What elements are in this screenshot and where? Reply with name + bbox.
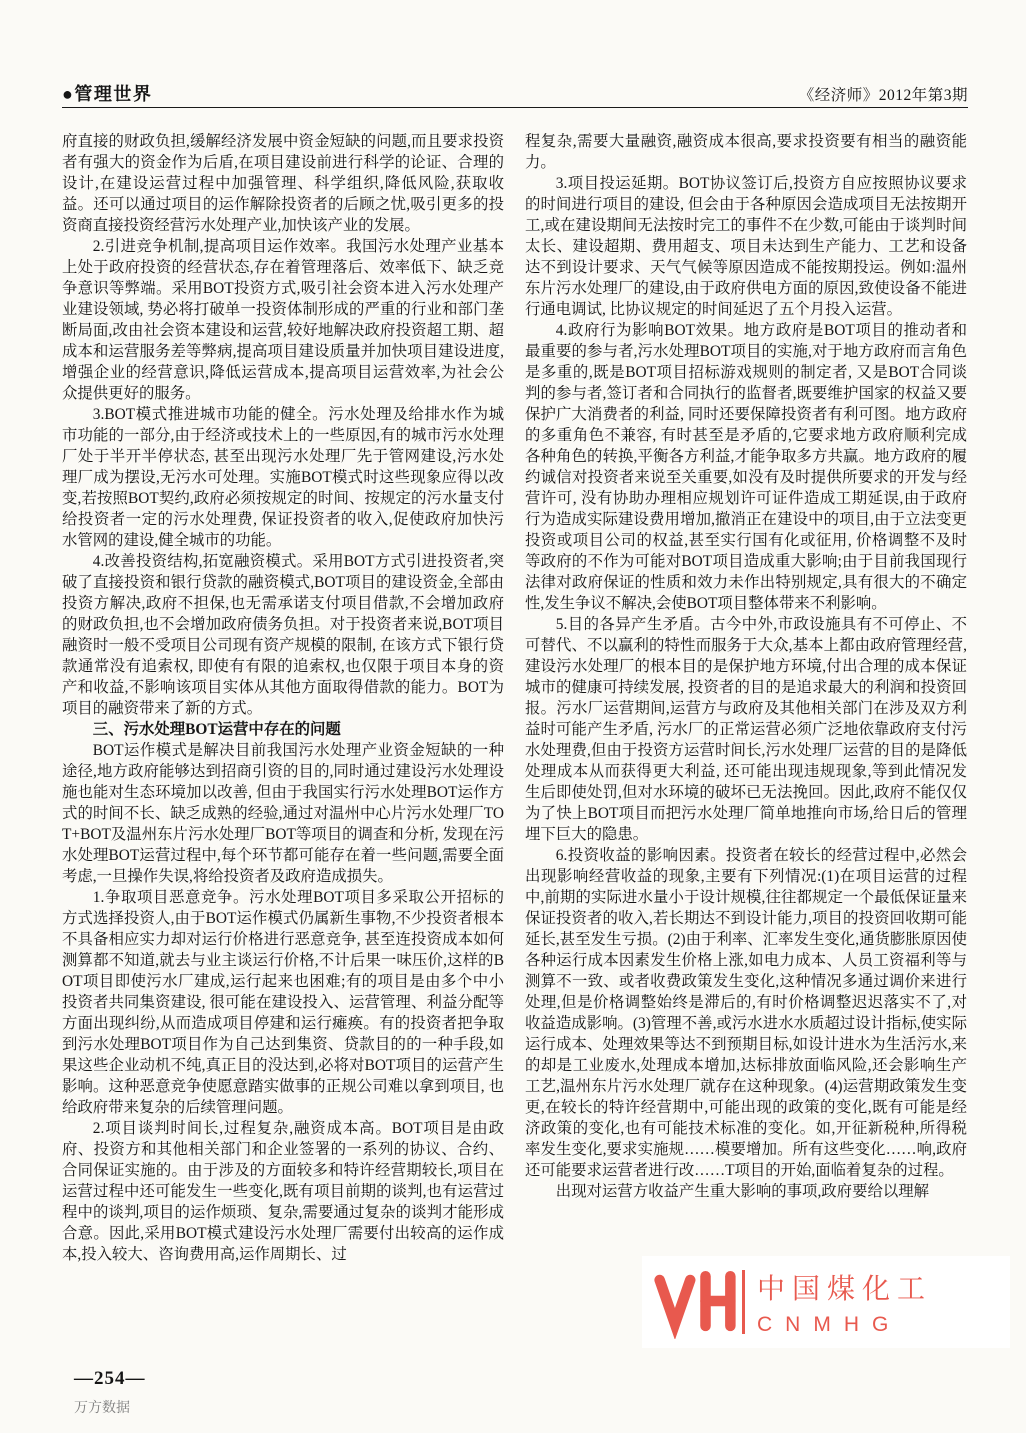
paragraph: 出现对运营方收益产生重大影响的事项,政府要给以理解	[555, 1183, 930, 1200]
header-divider	[62, 107, 968, 108]
brand-watermark	[642, 1256, 1010, 1348]
brand-divider	[742, 1270, 745, 1334]
paragraph: 府直接的财政负担,缓解经济发展中资金短缺的问题,而且要求投资者有强大的资金作为后盾,在项目建设前进行科学的论证、合理的设计,在建设运营过程中加强管理、科学组织,降低风险,获取收益。还可以通过项目的运作解除投资者的后顾之忧,吸引更多的投资商直接投资经营污水处理产业,加快该产业的发展。	[62, 133, 504, 234]
paragraph: 程复杂,需要大量融资,融资成本很高,要求投资要有相当的融资能力。	[525, 133, 967, 171]
page-footer	[74, 1368, 146, 1417]
paragraph: 2.引进竞争机制,提高项目运作效率。我国污水处理产业基本上处于政府投资的经营状态,存在着管理落后、效率低下、缺乏竞争意识等弊端。采用BOT投资方式,吸引社会资本进入污水处理产业建设领域, 势必将打破单一投资体制形成的严重的行业和部门垄断局面,改由社会资本建设和运营,较好地解决政府投资超工期、超成本和运营服务差等弊病,提高项目建设质量并加快项目建设进度,增强企业的经营意识,降低运营成本,提高项目运营效率,为社会公众提供更好的服务。	[62, 238, 504, 402]
page-number: —254—	[74, 1368, 146, 1389]
left-column	[62, 131, 504, 1373]
section-heading: 三、污水处理BOT运营中存在的问题	[92, 721, 341, 738]
paragraph: 6.投资收益的影响因素。投资者在较长的经营过程中,必然会出现影响经营收益的现象,主要有下列情况:(1)在项目运营的过程中,前期的实际进水量小于设计规模,往往都规定一个最低保证量来保证投资者的收入,若长期达不到设计能力,项目的投资回收期可能延长,甚至发生亏损。(2)由于利率、汇率发生变化,通货膨胀原因使各种运行成本因素发生价格上涨,如电力成本、人员工资福利等与测算不一致、或者收费政策发生变化,这种情况多通过调价来进行处理,但是价格调整始终是滞后的,有时价格调整迟迟落实不了,对收益造成影响。(3)管理不善,或污水进水水质超过设计指标,使实际运行成本、处理效果等达不到预期目标,如设计进水为生活污水,来的却是工业废水,处理成本增加,达标排放面临风险,还会影响生产工艺,温州东片污水处理厂就存在这种现象。(4)运营期政策发生变更,在较长的特许经营期中,可能出现的政策的变化,既有可能是经济政策的变化,也有可能技术标准的变化。如,开征新税种,所得税率发生变化,要求实施规……模要增加。所有这些变化……响,政府还可能要求运营者进行改……T项目的开始,面临着复杂的过程。	[525, 847, 967, 1179]
paragraph: 3.BOT模式推进城市功能的健全。污水处理及给排水作为城市功能的一部分,由于经济或技术上的一些原因,有的城市污水处理厂处于半开半停状态, 甚至出现污水处理厂先于管网建设,污水处理厂成为摆设,无污水可处理。实施BOT模式时这些现象应得以改变,若按照BOT契约,政府必须按规定的时间、按规定的污水量支付给投资者一定的污水处理费, 保证投资者的收入,促使政府加快污水管网的建设,健全城市的功能。	[62, 406, 504, 549]
brand-name-latin: CNMHG	[757, 1313, 902, 1336]
paragraph: 3.项目投运延期。BOT协议签订后,投资方自应按照协议要求的时间进行项目的建设, 但会由于各种原因会造成项目无法按期开工,或在建设期间无法按时完工的事件不在少数,可能由于谈判时间太长、建设超期、费用超支、项目未达到生产能力、工艺和设备达不到设计要求、天气气候等原因造成不能按期投运。例如:温州东片污水处理厂的建设,由于政府供电方面的原因,致使设备不能进行通电调试, 比协议规定的时间延迟了五个月投入运营。	[525, 175, 967, 318]
brand-logo-icon	[652, 1265, 738, 1339]
paragraph: BOT运作模式是解决目前我国污水处理产业资金短缺的一种途径,地方政府能够达到招商引资的目的,同时通过建设污水处理设施也能对生态环境加以改善, 但由于我国实行污水处理BOT运作方式的时间不长、缺乏成熟的经验,通过对温州中心片污水处理厂TOT+BOT及温州东片污水处理厂BOT等项目的调查和分析, 发现在污水处理BOT运营过程中,每个环节都可能存在着一些问题,需要全面考虑,一旦操作失误,将给投资者及政府造成损失。	[62, 742, 504, 885]
scan-provider-watermark: 万方数据	[74, 1399, 130, 1415]
paragraph: 5.目的各异产生矛盾。古今中外,市政设施具有不可停止、不可替代、不以赢利的特性而服务于大众,基本上都由政府管理经营,建设污水处理厂的根本目的是保护地方环境,付出合理的成本保证城市的健康可持续发展, 投资者的目的是追求最大的利润和投资回报。污水厂运营期间,运营方与政府及其他相关部门在涉及双方利益时可能产生矛盾, 污水厂的正常运营必须广泛地依靠政府支付污水处理费,但由于投资方运营时间长,污水处理厂运营的目的是降低处理成本从而获得更大利益, 还可能出现违规现象,等到此情况发生后即使处罚,但对水环境的破坏已无法挽回。因此,政府不能仅仅为了快上BOT项目而把污水处理厂简单地推向市场,给日后的管理埋下巨大的隐患。	[525, 616, 967, 843]
journal-issue-info: 《经济师》2012年第3期	[798, 87, 968, 104]
paragraph: 1.争取项目恶意竞争。污水处理BOT项目多采取公开招标的方式选择投资人,由于BOT运作模式仍属新生事物,不少投资者根本不具备相应实力却对运行价格进行恶意竞争, 甚至连投资成本如何测算都不知道,就去与业主谈运行价格,不计后果一味压价,这样的BOT项目即使污水厂建成,运行起来也困难;有的项目是由多个中小投资者共同集资建设, 很可能在建设投入、运营管理、利益分配等方面出现纠纷,从而造成项目停建和运行瘫痪。有的投资者把争取到污水处理BOT项目作为自己达到集资、贷款目的的一种手段,如果这些企业动机不纯,真正目的没达到,必将对BOT项目的运营产生影响。这种恶意竞争使愿意踏实做事的正规公司难以拿到项目, 也给政府带来复杂的后续管理问题。	[62, 889, 504, 1116]
journal-section-title: ●管理世界	[62, 84, 153, 104]
page-header	[62, 80, 968, 106]
paragraph: 4.政府行为影响BOT效果。地方政府是BOT项目的推动者和最重要的参与者,污水处理BOT项目的实施,对于地方政府而言角色是多重的,既是BOT项目招标游戏规则的制定者, 又是BOT合同谈判的参与者,签订者和合同执行的监督者,既要维护国家的权益又要保护广大消费者的利益, 同时还要保障投资者有利可图。地方政府的多重角色不兼容, 有时甚至是矛盾的,它要求地方政府顺利完成各种角色的转换,平衡各方利益,才能争取多方共赢。地方政府的履约诚信对投资者来说至关重要,如没有及时提供所要求的开发与经营许可, 没有协助办理相应规划许可证件造成工期延误,由于政府行为造成实际建设费用增加,撤消正在建设中的项目,由于立法变更投资或项目公司的权益,甚至实行国有化或征用, 价格调整不及时等政府的不作为可能对BOT项目造成重大影响;由于目前我国现行法律对政府保证的性质和效力未作出特别规定,具有很大的不确定性,发生争议不解决,会使BOT项目整体带来不利影响。	[525, 322, 967, 612]
brand-name-cn: 中国煤化工	[757, 1273, 933, 1304]
right-column	[525, 131, 967, 1373]
paragraph: 2.项目谈判时间长,过程复杂,融资成本高。BOT项目是由政府、投资方和其他相关部门和企业签署的一系列的协议、合约、合同保证实施的。由于涉及的方面较多和特许经营期较长,项目在运营过程中还可能发生一些变化,既有项目前期的谈判,也有运营过程中的谈判,项目的运作烦琐、复杂,需要通过复杂的谈判才能形成合意。因此,采用BOT模式建设污水处理厂需要付出较高的运作成本,投入较大、咨询费用高,运作周期长、过	[62, 1120, 504, 1263]
article-body	[62, 131, 968, 1373]
paragraph: 4.改善投资结构,拓宽融资模式。采用BOT方式引进投资者,突破了直接投资和银行贷款的融资模式,BOT项目的建设资金,全部由投资方解决,政府不担保,也无需承诺支付项目借款,不会增加政府的财政负担,也不会增加政府债务负担。对于投资者来说,BOT项目融资时一般不受项目公司现有资产规模的限制, 在该方式下银行贷款通常没有追索权, 即使有有限的追索权,也仅限于项目本身的资产和收益,不影响该项目实体从其他方面取得借款的能力。BOT为项目的融资带来了新的方式。	[62, 553, 504, 717]
